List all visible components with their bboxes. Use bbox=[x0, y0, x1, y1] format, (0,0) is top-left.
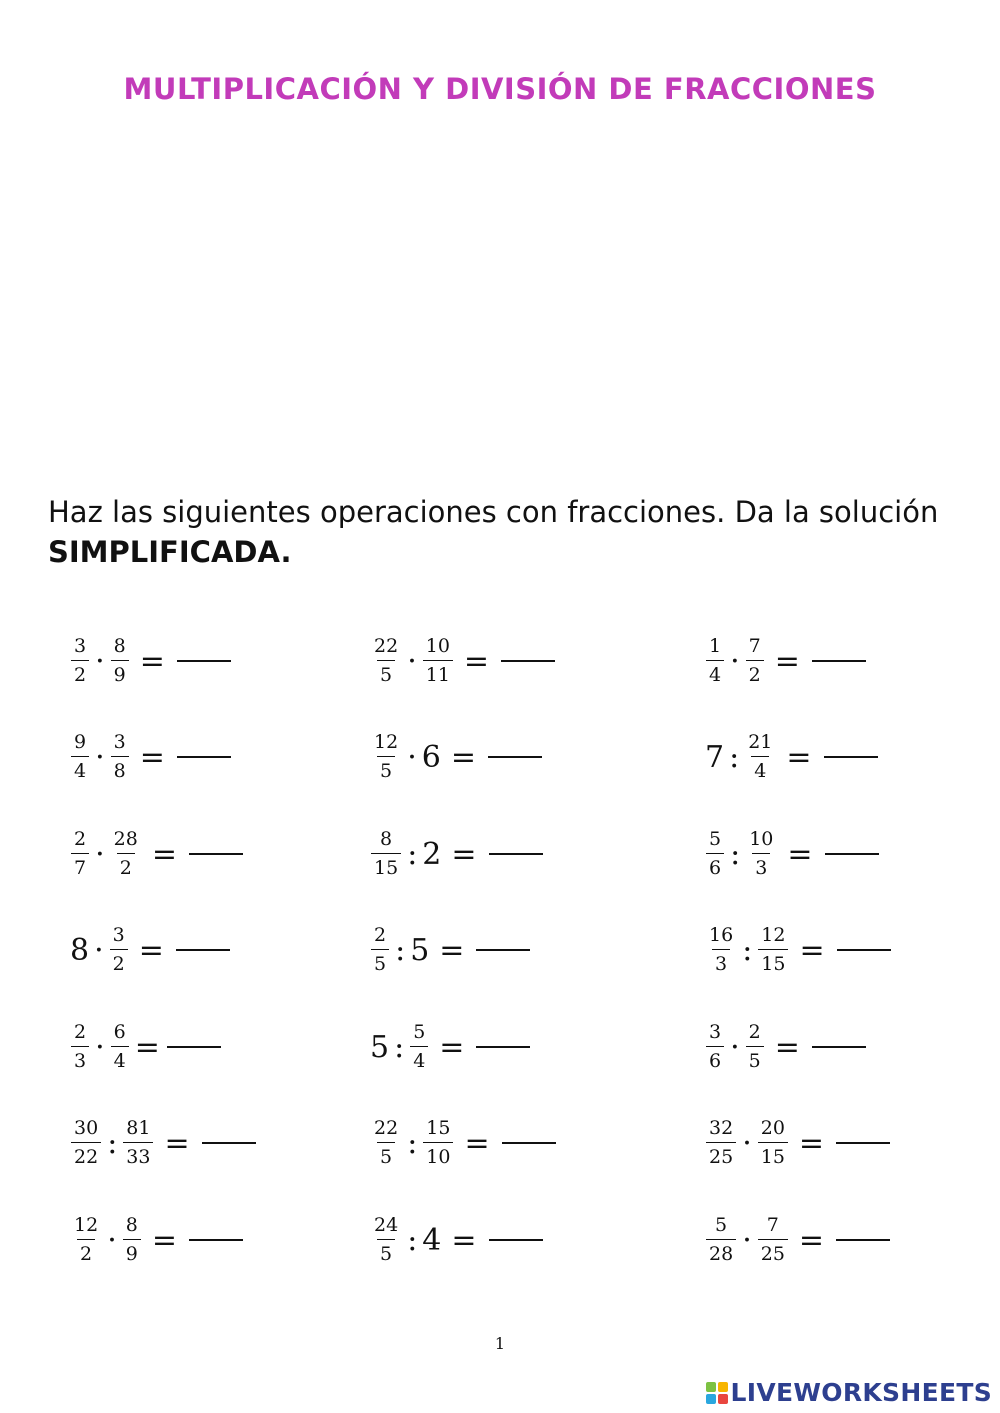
denominator: 8 bbox=[111, 756, 129, 781]
denominator: 15 bbox=[371, 853, 401, 878]
equals-sign: = bbox=[151, 1222, 177, 1258]
division-operator: : bbox=[407, 1125, 418, 1161]
instructions bbox=[48, 492, 968, 572]
fraction bbox=[758, 926, 788, 974]
denominator: 2 bbox=[117, 853, 135, 878]
whole-number: 2 bbox=[422, 836, 442, 872]
fraction bbox=[71, 1216, 101, 1264]
multiplication-operator: · bbox=[107, 1222, 117, 1258]
fraction bbox=[123, 1119, 153, 1167]
denominator: 2 bbox=[746, 660, 764, 685]
answer-blank[interactable] bbox=[476, 1046, 530, 1048]
answer-blank[interactable] bbox=[189, 1239, 243, 1241]
numerator: 7 bbox=[748, 635, 761, 657]
numerator: 8 bbox=[125, 1214, 138, 1236]
numerator: 22 bbox=[374, 635, 399, 657]
fraction bbox=[706, 1216, 736, 1264]
equals-sign: = bbox=[774, 1029, 800, 1065]
answer-blank[interactable] bbox=[489, 1239, 543, 1241]
fraction bbox=[111, 1023, 129, 1071]
denominator: 3 bbox=[752, 853, 770, 878]
answer-blank[interactable] bbox=[825, 853, 879, 855]
denominator: 9 bbox=[111, 660, 129, 685]
fraction bbox=[71, 830, 89, 878]
fraction bbox=[706, 830, 724, 878]
equals-sign: = bbox=[464, 1125, 490, 1161]
fraction bbox=[71, 1023, 89, 1071]
answer-blank[interactable] bbox=[488, 756, 542, 758]
answer-blank[interactable] bbox=[837, 949, 891, 951]
numerator: 10 bbox=[425, 635, 450, 657]
division-operator: : bbox=[394, 1029, 405, 1065]
numerator: 3 bbox=[112, 924, 125, 946]
denominator: 11 bbox=[423, 660, 453, 685]
division-operator: : bbox=[107, 1125, 118, 1161]
denominator: 4 bbox=[410, 1046, 428, 1071]
fraction bbox=[371, 637, 401, 685]
fraction bbox=[110, 926, 128, 974]
denominator: 6 bbox=[706, 1046, 724, 1071]
numerator: 5 bbox=[709, 828, 722, 850]
answer-blank[interactable] bbox=[476, 949, 530, 951]
equals-sign: = bbox=[151, 836, 177, 872]
multiplication-operator: · bbox=[95, 739, 105, 775]
fraction bbox=[111, 830, 141, 878]
numerator: 2 bbox=[748, 1021, 761, 1043]
whole-number: 6 bbox=[421, 739, 441, 775]
fraction bbox=[758, 1119, 788, 1167]
equals-sign: = bbox=[799, 932, 825, 968]
multiplication-operator: · bbox=[95, 643, 105, 679]
fraction bbox=[111, 733, 129, 781]
division-operator: : bbox=[395, 932, 406, 968]
equals-sign: = bbox=[138, 932, 164, 968]
liveworksheets-logo-icon bbox=[706, 1382, 728, 1404]
fraction bbox=[71, 1119, 101, 1167]
division-operator: : bbox=[729, 739, 740, 775]
equals-sign: = bbox=[451, 1222, 477, 1258]
denominator: 33 bbox=[123, 1142, 153, 1167]
fraction bbox=[706, 637, 724, 685]
exercise bbox=[68, 915, 230, 985]
equals-sign: = bbox=[164, 1125, 190, 1161]
fraction bbox=[71, 733, 89, 781]
denominator: 15 bbox=[758, 1142, 788, 1167]
fraction bbox=[746, 637, 764, 685]
exercise bbox=[368, 626, 555, 696]
fraction bbox=[706, 926, 736, 974]
answer-blank[interactable] bbox=[176, 949, 230, 951]
numerator: 2 bbox=[74, 1021, 87, 1043]
denominator: 28 bbox=[706, 1239, 736, 1264]
fraction bbox=[371, 733, 401, 781]
exercise bbox=[68, 819, 243, 889]
denominator: 15 bbox=[758, 949, 788, 974]
multiplication-operator: · bbox=[742, 1222, 752, 1258]
answer-blank[interactable] bbox=[836, 1239, 890, 1241]
denominator: 5 bbox=[377, 756, 395, 781]
denominator: 3 bbox=[71, 1046, 89, 1071]
fraction bbox=[746, 830, 776, 878]
numerator: 24 bbox=[374, 1214, 399, 1236]
numerator: 6 bbox=[113, 1021, 126, 1043]
numerator: 21 bbox=[748, 731, 773, 753]
fraction bbox=[423, 637, 453, 685]
whole-number: 4 bbox=[422, 1222, 442, 1258]
denominator: 10 bbox=[423, 1142, 453, 1167]
exercise bbox=[68, 626, 231, 696]
exercise bbox=[703, 1205, 890, 1275]
multiplication-operator: · bbox=[730, 643, 740, 679]
fraction bbox=[423, 1119, 453, 1167]
fraction bbox=[410, 1023, 428, 1071]
numerator: 5 bbox=[715, 1214, 728, 1236]
numerator: 1 bbox=[709, 635, 722, 657]
multiplication-operator: · bbox=[95, 836, 105, 872]
multiplication-operator: · bbox=[407, 643, 417, 679]
denominator: 22 bbox=[71, 1142, 101, 1167]
answer-blank[interactable] bbox=[177, 660, 231, 662]
answer-blank[interactable] bbox=[489, 853, 543, 855]
multiplication-operator: · bbox=[94, 932, 104, 968]
fraction bbox=[706, 1119, 736, 1167]
answer-blank[interactable] bbox=[189, 853, 243, 855]
numerator: 2 bbox=[74, 828, 87, 850]
numerator: 15 bbox=[426, 1117, 451, 1139]
exercise bbox=[368, 1205, 543, 1275]
answer-blank[interactable] bbox=[824, 756, 878, 758]
equals-sign: = bbox=[451, 836, 477, 872]
exercise bbox=[68, 1108, 256, 1178]
fraction bbox=[758, 1216, 788, 1264]
exercise bbox=[368, 1012, 530, 1082]
exercise bbox=[368, 1108, 556, 1178]
multiplication-operator: · bbox=[407, 739, 417, 775]
answer-blank[interactable] bbox=[812, 660, 866, 662]
liveworksheets-logo[interactable] bbox=[706, 1378, 992, 1407]
equals-sign: = bbox=[139, 643, 165, 679]
exercise bbox=[703, 915, 891, 985]
whole-number: 5 bbox=[410, 932, 430, 968]
numerator: 8 bbox=[113, 635, 126, 657]
numerator: 9 bbox=[74, 731, 87, 753]
denominator: 2 bbox=[71, 660, 89, 685]
numerator: 20 bbox=[760, 1117, 785, 1139]
instructions-emphasis: SIMPLIFICADA. bbox=[48, 535, 292, 569]
numerator: 32 bbox=[709, 1117, 734, 1139]
fraction bbox=[746, 1023, 764, 1071]
answer-blank[interactable] bbox=[501, 660, 555, 662]
equals-sign: = bbox=[139, 739, 165, 775]
equals-sign: = bbox=[439, 1029, 465, 1065]
denominator: 4 bbox=[751, 756, 769, 781]
exercise bbox=[703, 722, 878, 792]
exercise bbox=[368, 819, 543, 889]
numerator: 3 bbox=[74, 635, 87, 657]
numerator: 7 bbox=[766, 1214, 779, 1236]
whole-number: 8 bbox=[70, 932, 90, 968]
exercise bbox=[368, 722, 542, 792]
numerator: 30 bbox=[74, 1117, 99, 1139]
numerator: 8 bbox=[380, 828, 393, 850]
numerator: 12 bbox=[761, 924, 786, 946]
denominator: 9 bbox=[123, 1239, 141, 1264]
exercise bbox=[368, 915, 530, 985]
fraction bbox=[371, 830, 401, 878]
denominator: 2 bbox=[77, 1239, 95, 1264]
equals-sign: = bbox=[774, 643, 800, 679]
page-title: MULTIPLICACIÓN Y DIVISIÓN DE FRACCIONES bbox=[123, 72, 877, 106]
denominator: 6 bbox=[706, 853, 724, 878]
numerator: 22 bbox=[374, 1117, 399, 1139]
denominator: 5 bbox=[746, 1046, 764, 1071]
equals-sign: = bbox=[450, 739, 476, 775]
denominator: 2 bbox=[110, 949, 128, 974]
denominator: 4 bbox=[71, 756, 89, 781]
fraction bbox=[371, 926, 389, 974]
denominator: 25 bbox=[706, 1142, 736, 1167]
division-operator: : bbox=[730, 836, 741, 872]
exercise bbox=[68, 1205, 243, 1275]
answer-blank[interactable] bbox=[177, 756, 231, 758]
fraction bbox=[706, 1023, 724, 1071]
fraction bbox=[123, 1216, 141, 1264]
exercise bbox=[703, 1108, 890, 1178]
answer-blank[interactable] bbox=[812, 1046, 866, 1048]
numerator: 5 bbox=[413, 1021, 426, 1043]
numerator: 12 bbox=[74, 1214, 99, 1236]
numerator: 10 bbox=[749, 828, 774, 850]
denominator: 5 bbox=[377, 660, 395, 685]
equals-sign: = bbox=[439, 932, 465, 968]
fraction bbox=[111, 637, 129, 685]
numerator: 12 bbox=[374, 731, 399, 753]
instructions-text: Haz las siguientes operaciones con fracciones. Da la solución bbox=[48, 495, 939, 529]
denominator: 25 bbox=[758, 1239, 788, 1264]
fraction bbox=[745, 733, 775, 781]
equals-sign: = bbox=[786, 739, 812, 775]
division-operator: : bbox=[742, 932, 753, 968]
numerator: 28 bbox=[113, 828, 138, 850]
logo-text: LIVEWORKSHEETS bbox=[730, 1378, 992, 1407]
page-number: 1 bbox=[494, 1334, 506, 1353]
numerator: 81 bbox=[126, 1117, 151, 1139]
exercise bbox=[68, 1012, 221, 1082]
equals-sign: = bbox=[787, 836, 813, 872]
multiplication-operator: · bbox=[730, 1029, 740, 1065]
fraction bbox=[371, 1119, 401, 1167]
whole-number: 7 bbox=[705, 739, 725, 775]
denominator: 5 bbox=[377, 1142, 395, 1167]
equals-sign: = bbox=[798, 1125, 825, 1161]
denominator: 5 bbox=[377, 1239, 395, 1264]
numerator: 3 bbox=[709, 1021, 722, 1043]
exercise bbox=[703, 819, 879, 889]
multiplication-operator: · bbox=[95, 1029, 105, 1065]
denominator: 4 bbox=[111, 1046, 129, 1071]
multiplication-operator: · bbox=[742, 1125, 752, 1161]
denominator: 5 bbox=[371, 949, 389, 974]
numerator: 16 bbox=[709, 924, 734, 946]
numerator: 3 bbox=[113, 731, 126, 753]
division-operator: : bbox=[407, 836, 418, 872]
numerator: 2 bbox=[374, 924, 387, 946]
equals-sign: = bbox=[798, 1222, 825, 1258]
denominator: 4 bbox=[706, 660, 724, 685]
exercise bbox=[703, 626, 866, 696]
fraction bbox=[371, 1216, 401, 1264]
equals-sign: = bbox=[463, 643, 490, 679]
answer-blank[interactable] bbox=[836, 1142, 890, 1144]
exercise bbox=[703, 1012, 866, 1082]
denominator: 7 bbox=[71, 853, 89, 878]
fraction bbox=[71, 637, 89, 685]
exercise bbox=[68, 722, 231, 792]
equals-sign: = bbox=[134, 1029, 160, 1065]
division-operator: : bbox=[407, 1222, 418, 1258]
whole-number: 5 bbox=[370, 1029, 390, 1065]
denominator: 3 bbox=[712, 949, 730, 974]
answer-blank[interactable] bbox=[502, 1142, 556, 1144]
answer-blank[interactable] bbox=[167, 1046, 221, 1048]
answer-blank[interactable] bbox=[202, 1142, 256, 1144]
